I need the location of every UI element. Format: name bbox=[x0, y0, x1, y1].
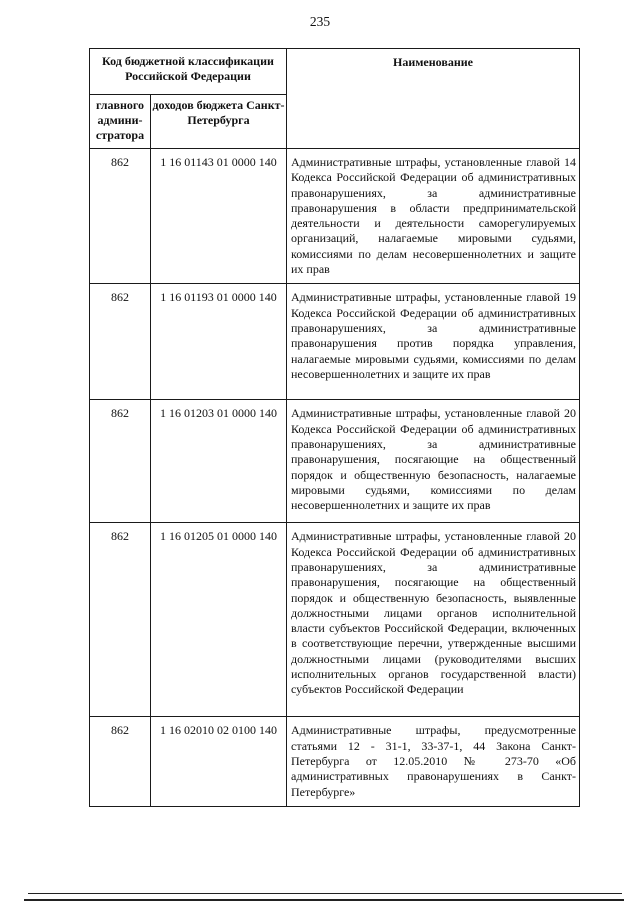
income-code-cell: 1 16 02010 02 0100 140 bbox=[151, 717, 287, 806]
admin-code-cell: 862 bbox=[90, 717, 151, 806]
table-row bbox=[90, 717, 580, 806]
description-cell: Административные штрафы, установленные главой 19 Кодекса Российской Федерации об административных правонарушениях, за административные правонарушения против порядка управления, налагаемые мировыми судьями, комиссиями по делам несовершеннолетних и защите их прав bbox=[287, 284, 580, 400]
income-code-cell: 1 16 01205 01 0000 140 bbox=[151, 523, 287, 717]
description-cell: Административные штрафы, предусмотренные статьями 12 - 31-1, 33-37-1, 44 Закона Санкт-Петербурга от 12.05.2010 № 273-70 «Об административных правонарушениях в Санкт-Петербурге» bbox=[287, 717, 580, 806]
budget-classification-table bbox=[89, 48, 580, 807]
table-row bbox=[90, 149, 580, 284]
income-code-cell: 1 16 01193 01 0000 140 bbox=[151, 284, 287, 400]
admin-code-cell: 862 bbox=[90, 400, 151, 523]
footer-rule-thick bbox=[24, 899, 624, 901]
admin-code-cell: 862 bbox=[90, 149, 151, 284]
table-row bbox=[90, 400, 580, 523]
footer-rule bbox=[28, 893, 622, 894]
header-name: Наименование bbox=[287, 49, 580, 149]
header-budget-classification-code: Код бюджетной классификации Российской Федерации bbox=[90, 49, 287, 95]
header-main-administrator: главного админи-стратора bbox=[90, 95, 151, 149]
income-code-cell: 1 16 01203 01 0000 140 bbox=[151, 400, 287, 523]
description-cell: Административные штрафы, установленные главой 14 Кодекса Российской Федерации об административных правонарушениях, за административные правонарушения в области предпринимательской деятельности и деятельности саморегулируемых организаций, налагаемые мировыми судьями, комиссиями по делам несовершеннолетних и защите их прав bbox=[287, 149, 580, 284]
page-number: 235 bbox=[309, 14, 331, 29]
table-row bbox=[90, 523, 580, 717]
description-cell: Административные штрафы, установленные главой 20 Кодекса Российской Федерации об административных правонарушениях, за административные правонарушения, посягающие на общественный порядок и общественную безопасность, налагаемые мировыми судьями, комиссиями по делам несовершеннолетних и защите их прав bbox=[287, 400, 580, 523]
admin-code-cell: 862 bbox=[90, 284, 151, 400]
table-header-row bbox=[90, 49, 580, 95]
table-row bbox=[90, 284, 580, 400]
income-code-cell: 1 16 01143 01 0000 140 bbox=[151, 149, 287, 284]
description-cell: Административные штрафы, установленные главой 20 Кодекса Российской Федерации об административных правонарушениях, за административные правонарушения, посягающие на общественный порядок и общественную безопасность, выявленные должностными лицами органов исполнительной власти субъектов Российской Федерации, включенных в соответствующие перечни, утвержденные высшими должностными лицами (руководителями высших исполнительных органов государственной власти) субъектов Российской Федерации bbox=[287, 523, 580, 717]
admin-code-cell: 862 bbox=[90, 523, 151, 717]
header-budget-income: доходов бюджета Санкт-Петербурга bbox=[151, 95, 287, 149]
